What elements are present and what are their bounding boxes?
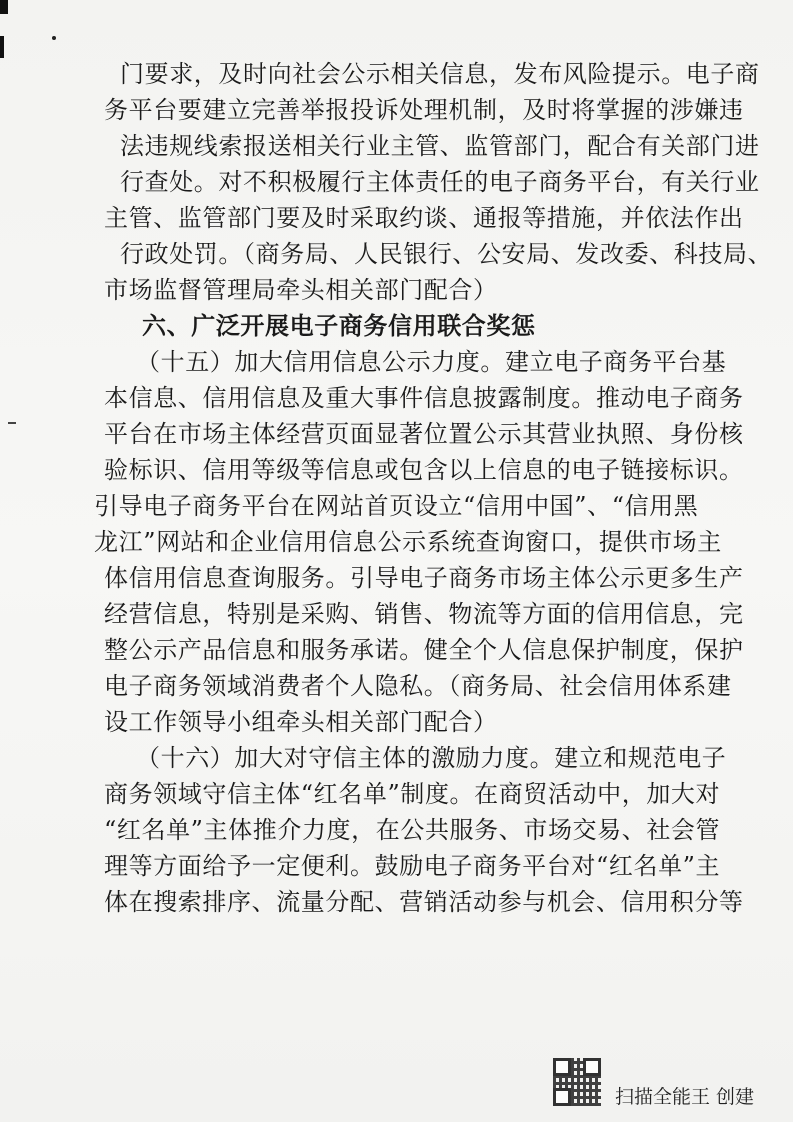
scanner-label: 扫描全能王 创建 (615, 1086, 755, 1108)
text-line: 本信息、信用信息及重大事件信息披露制度。推动电子商务 (104, 384, 744, 412)
scan-speck (8, 422, 16, 424)
text-line: 经营信息，特别是采购、销售、物流等方面的信用信息，完 (104, 600, 744, 628)
text-line: 设工作领导小组牵头相关部门配合） (104, 708, 498, 736)
text-line: 电子商务领域消费者个人隐私。（商务局、社会信用体系建 (104, 672, 732, 700)
text-line: 理等方面给予一定便利。鼓励电子商务平台对“红名单”主 (104, 852, 721, 880)
text-line: 引导电子商务平台在网站首页设立“信用中国”、“信用黑 (94, 492, 699, 520)
document-body (94, 56, 773, 920)
text-line: （十六）加大对守信主体的激励力度。建立和规范电子 (136, 744, 727, 772)
text-line: 整公示产品信息和服务承诺。健全个人信息保护制度，保护 (104, 636, 744, 664)
scan-edge-mark (0, 36, 4, 58)
text-line: 体信用信息查询服务。引导电子商务市场主体公示更多生产 (104, 564, 744, 592)
section-heading: 六、广泛开展电子商务信用联合奖惩 (142, 312, 536, 340)
text-line: 务平台要建立完善举报投诉处理机制，及时将掌握的涉嫌违 (104, 96, 744, 124)
qr-code-icon (553, 1058, 601, 1106)
text-line: “红名单”主体推介力度，在公共服务、市场交易、社会管 (104, 816, 721, 844)
text-line: 平台在市场主体经营页面显著位置公示其营业执照、身份核 (104, 420, 744, 448)
scan-speck (52, 36, 56, 40)
text-line: 商务领域守信主体“红名单”制度。在商贸活动中，加大对 (104, 780, 721, 808)
qr-finder-pattern (553, 1088, 571, 1106)
text-line: 行政处罚。（商务局、人民银行、公安局、发改委、科技局、 (120, 240, 773, 268)
text-line: （十五）加大信用信息公示力度。建立电子商务平台基 (136, 348, 727, 376)
scan-edge-mark (0, 0, 8, 14)
text-line: 市场监督管理局牵头相关部门配合） (104, 276, 498, 304)
text-line: 门要求，及时向社会公示相关信息，发布风险提示。电子商 (120, 60, 760, 88)
text-line: 法违规线索报送相关行业主管、监管部门，配合有关部门进 (120, 132, 760, 160)
text-line: 体在搜索排序、流量分配、营销活动参与机会、信用积分等 (104, 888, 744, 916)
text-line: 主管、监管部门要及时采取约谈、通报等措施，并依法作出 (104, 204, 744, 232)
text-line: 行查处。对不积极履行主体责任的电子商务平台，有关行业 (120, 168, 760, 196)
scanner-watermark (553, 1058, 783, 1108)
text-line: 龙江”网站和企业信用信息公示系统查询窗口，提供市场主 (94, 528, 722, 556)
text-line: 验标识、信用等级等信息或包含以上信息的电子链接标识。 (104, 456, 744, 484)
